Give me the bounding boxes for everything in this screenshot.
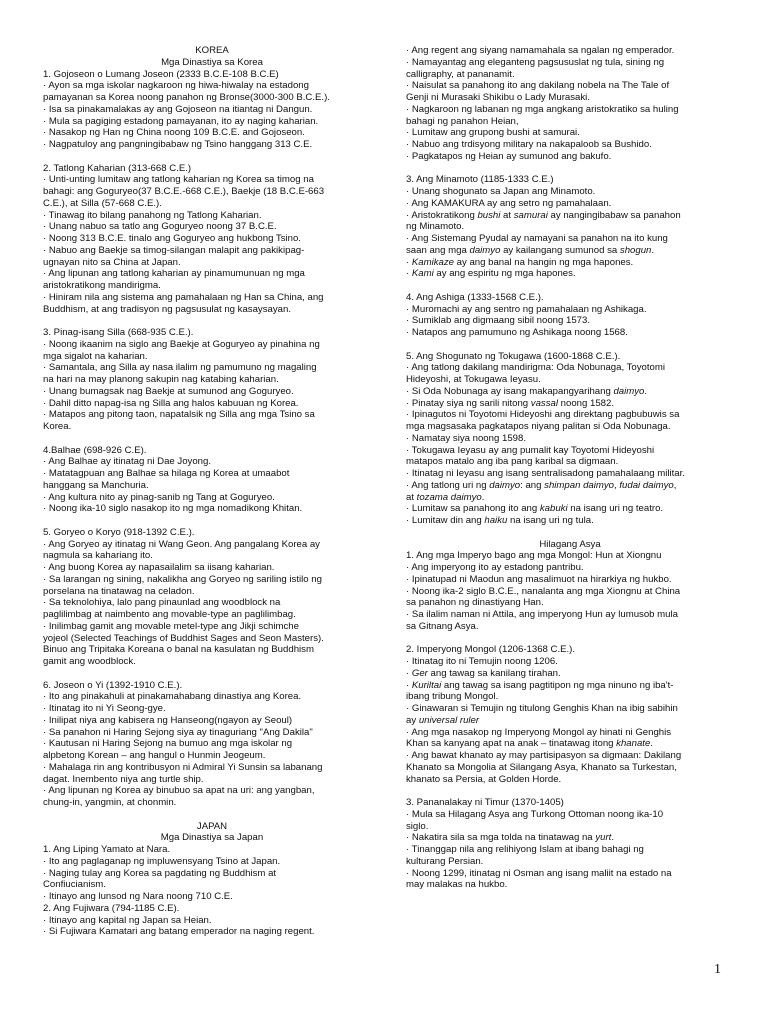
text-line: 1. Ang mga Imperyo bago ang mga Mongol: Hun at Xiongnu [406,550,662,562]
text-line: · Itinayo ang lunsod ng Nara noong 710 C.E. [43,891,233,902]
text-line: · Ang imperyong ito ay estadong pantribu. [406,562,584,573]
text-line: · Sa larangan ng sining, nakalikha ang Goryeo ng sariling istilo ng [43,573,322,585]
text-line: aristokratikong mandirigma. [43,280,161,291]
text-line: sa panahon ng dinastiyang Han. [406,597,544,609]
text-line: · Ang tatlong dakilang mandirigma: Oda Nobunaga, Toyotomi [406,362,666,374]
text-line: 3. Pananalakay ni Timur (1370-1405) [406,797,564,808]
text-line [406,268,734,280]
text-line: 3. Ang Minamoto (1185-1333 C.E.) [406,174,554,186]
italic-term: universal ruler [418,714,480,726]
text-run: . [651,244,655,256]
text-run: na isang uri ng tula. [507,515,594,526]
text-line: matapos matalo ang iba pang karibal sa digmaan. [406,456,619,468]
text-line: 2. Tatlong Kaharian (313-668 C.E.) [43,162,192,174]
text-line: · Itinatag ni Ieyasu ang isang sentralisadong pamahalaang militar. [406,468,685,479]
text-run: . [644,385,648,397]
italic-term: yurt [595,832,612,844]
section-heading: Mga Dinastiya sa Korea [161,56,263,68]
italic-term: shimpan daimyo [544,479,615,491]
text-line: kulturang Persian. [406,855,484,867]
text-line: 1. Gojoseon o Lumang Joseon (2333 B.C.E-108 B.C.E) [43,68,279,80]
text-line: · Tinanggap nila ang relihiyong Islam at ibang bahagi ng [406,844,644,855]
text-line: C.E.), at Silla (57-668 C.E.). [43,197,162,209]
text-line: · Inilimbag gamit ang movable metel-type ang Jikji schimche [43,620,299,632]
text-line [406,386,734,398]
italic-term: Kuriltai [411,679,442,691]
text-line: · Ipinatupad ni Maodun ang masalimuot na hirarkiya ng hukbo. [406,573,672,585]
text-line: · Namatay siya noong 1598. [406,432,526,444]
text-line: paglilimbag at naimbento ang movable-type an paglilimbag. [43,609,296,620]
text-run: : ang [520,479,545,491]
italic-term: daimyo [469,244,501,256]
right-column [406,45,734,891]
text-run: · [406,268,412,280]
text-run: · [406,256,412,268]
text-line: · Noong ika-10 siglo nasakop ito ng mga nomadikong Khitan. [43,503,303,515]
italic-term: daimyo [613,385,645,397]
text-line: 5. Ang Shogunato ng Tokugawa (1600-1868 C.E.). [406,350,621,362]
text-line: · Tokugawa Ieyasu ay ang pumalit kay Toyotomi Hideyoshi [406,444,655,456]
text-line: · Hiniram nila ang sistema ang pamahalaan ng Han sa China, ang [43,291,324,303]
text-run: · Lumitaw din ang [406,515,485,526]
text-line: · Ginawaran si Temujin ng titulong Genghis Khan na ibig sabihin [406,703,678,714]
text-line [406,503,734,515]
italic-term: haiku [484,515,508,526]
text-line: Khanato sa Mongolia at Silangang Asya, Khanato sa Turkestan, [406,761,677,773]
text-run: · Si Oda Nobunaga ay isang makapangyarihang [406,385,614,397]
text-run: , [614,479,620,491]
text-line [406,668,734,680]
italic-term: fudai daimyo [619,479,674,491]
text-run: Khan sa kanyang apat na anak – tinatawag itong [406,738,617,750]
text-line: · Ayon sa mga iskolar nagkaroon ng hiwa-hiwalay na estadong [43,80,309,92]
text-line: pamayanan sa Korea noong panahon ng Bronse(3000-300 B.C.E.). [43,92,330,103]
text-line: yojeol (Selected Teachings of Buddhist Sages and Seon Masters). [43,632,324,644]
text-line: Confiucianism. [43,879,106,891]
text-line: · Kautusan ni Haring Sejong na bumuo ang mga iskolar ng [43,738,293,750]
text-line: gamit ang woodblock. [43,656,136,667]
text-line: khanato sa Persia, at Golden Horde. [406,773,562,785]
text-line: · Sa teknolohiya, lalo pang pinaunlad ang woodblock na [43,597,281,609]
italic-term: Ger [411,667,428,679]
text-line [406,398,734,410]
text-line: · Muromachi ay ang sentro ng pamahalaan ng Ashikaga. [406,303,647,315]
text-line [406,715,734,727]
text-line: · Matapos ang pitong taon, napatalsik ng Silla ang mga Tsino sa [43,409,315,421]
text-line: · Naging tulay ang Korea sa pagdating ng Buddhism at [43,867,277,879]
text-line: · Dahil ditto napag-isa ng Silla ang halos kabuuan ng Korea. [43,397,299,409]
text-line: · Tinawag ito bilang panahong ng Tatlong Kaharian. [43,209,262,221]
italic-term: daimyo [489,479,521,491]
text-run: · [406,667,412,679]
text-run: · Lumitaw sa panahong ito ang [406,503,540,515]
text-line: · Matatagpuan ang Balhae sa hilaga ng Korea at umaabot [43,468,290,479]
text-line: · Ito ang pinakahuli at pinakamahabang dinastiya ang Korea. [43,691,302,703]
text-line [406,257,734,269]
text-line: · Ang Balhae ay itinatag ni Dae Joyong. [43,456,212,468]
text-line: · Ang Sistemang Pyudal ay namayani sa panahon na ito kung [406,233,668,244]
text-run: ay ang espiritu ng mga hapones. [433,268,576,280]
text-run: ay ang banal na hangin ng mga hapones. [454,256,634,268]
text-line: · Unti-unting lumitaw ang tatlong kaharian ng Korea sa timog na [43,174,314,186]
text-line: sa Gitnang Asya. [406,620,479,632]
text-line: · Unang nabuo sa tatlo ang Goguryeo noong 37 B.C.E. [43,221,277,233]
text-line: · Si Fujiwara Kamatari ang batang emperador na naging regent. [43,926,315,938]
text-line: Genji ni Murasaki Shikibu o Lady Murasaki. [406,92,590,103]
text-line: · Inilipat niya ang kabisera ng Hanseong(ngayon ay Seoul) [43,714,293,726]
text-line [406,680,734,692]
text-line: nagmula sa kahariang ito. [43,550,153,562]
text-line: ng Minamoto. [406,221,465,233]
text-line: chung-in, yangmin, at chonmin. [43,797,177,808]
text-line: hanggang sa Manchuria. [43,479,149,491]
text-line: · Noong ikaanim na siglo ang Baekje at Goguryeo ay pinahina ng [43,338,320,350]
text-run: na isang uri ng teatro. [567,503,664,515]
text-line: ugnayan nito sa China at Japan. [43,256,181,268]
text-line: 3. Pinag-isang Silla (668-935 C.E.). [43,327,194,338]
left-column [43,45,381,938]
text-line: · Unang bumagsak nag Baekje at sumunod ang Goguryeo. [43,385,294,397]
text-line: alpbetong Korean – ang hangul o Hunmin Jeogeum. [43,750,266,761]
text-run: at [406,491,417,503]
section-heading: Mga Dinastiya sa Japan [160,832,264,844]
text-line: · Itinatag ito ni Temujin noong 1206. [406,656,558,667]
text-line: · Ang kultura nito ay pinag-sanib ng Tang at Goguryeo. [43,491,275,503]
italic-term: tozama daimyo [416,491,482,503]
text-line: · Nabuo ang Baekje sa timog-silangan malapit ang pakikipag- [43,244,305,256]
page-number: 1 [714,962,721,977]
text-line: mga sigalot na kaharian. [43,350,148,362]
text-line: · Ang KAMAKURA ay ang setro ng pamahalaan. [406,197,612,209]
italic-term: samurai [513,209,548,221]
text-line: bahagi ng panahon Heian, [406,115,519,127]
text-line: 6. Joseon o Yi (1392-1910 C.E.). [43,679,183,691]
text-run: · Ang tatlong uri ng [406,479,490,491]
text-run: noong 1582. [557,397,615,409]
text-line: Binuo ang Tripitaka Koreana o banal na kasulatan ng Buddhism [43,644,314,656]
text-run: · Aristokratikong [406,209,478,221]
text-line: · Pagkatapos ng Heian ay sumunod ang bakufo. [406,150,612,162]
section-heading: KOREA [195,45,229,56]
text-line: · Sa ilalim naman ni Attila, ang imperyong Hun ay lumusob mula [406,609,678,620]
italic-term: khanate [616,738,651,750]
text-line [406,738,734,750]
text-line: siglo. [406,820,429,832]
text-line: · Sumiklab ang digmaang sibil noong 1573. [406,315,591,327]
text-line: · Namayantag ang eleganteng pagsususlat ng tula, sining ng [406,56,665,68]
italic-term: shogun [619,244,652,256]
text-line: 2. Imperyong Mongol (1206-1368 C.E.). [406,644,576,656]
text-line [406,480,734,492]
text-line: Hideyoshi, at Tokugawa Ieyasu. [406,374,541,385]
text-run: ang tawag sa isang pagtitipon ng mga ninuno ng iba't- [441,679,674,691]
text-line: mga magsasaka pagkatapos niyang palitan si Oda Nobunaga. [406,421,671,432]
italic-term: vassal [530,397,558,409]
text-line: · Noong 1299, itinatag ni Osman ang isang maliit na estado na [406,867,672,879]
text-line: · Mahalaga rin ang kontribusyon ni Admiral Yi Sunsin sa labanang [43,761,323,773]
text-run: at [500,209,514,221]
text-line: na hari na may planong sakupin nag katabing kaharian. [43,374,279,385]
text-line: Korea. [43,421,72,432]
text-run: · Nakatira sila sa mga tolda na tinatawag na [406,832,596,844]
text-line: · Ipinagutos ni Toyotomi Hideyoshi ang direktang pagbubuwis sa [406,409,680,421]
section-heading: Hilagang Asya [539,538,601,550]
text-line: · Isa sa pinakamalakas ay ang Gojoseon na itiantag ni Dangun. [43,103,313,115]
text-line: 1. Ang Liping Yamato at Nara. [43,844,171,855]
text-line: · Ito ang paglaganap ng impluwensyang Tsino at Japan. [43,855,281,867]
text-line: · Ang lipunan ang tatlong kaharian ay pinamumunuan ng mga [43,268,305,280]
text-line: · Mula sa Hilagang Asya ang Turkong Ottoman noong ika-10 [406,808,664,820]
text-run: . [650,738,653,750]
text-line: · Sa panahon ni Haring Sejong siya ay tinaguriang "Ang Dakila" [43,726,313,738]
section-heading: JAPAN [196,820,228,832]
text-line: · Itinatag ito ni Yi Seong-gye. [43,703,166,714]
text-line: 4. Ang Ashiga (1333-1568 C.E.). [406,291,544,303]
text-run: · Pinatay siya ng sarili nitong [406,397,531,409]
text-line: · Nagpatuloy ang pangningibabaw ng Tsino hanggang 313 C.E. [43,139,313,150]
text-line: · Lumitaw ang grupong bushi at samurai. [406,127,580,139]
text-line: · Ang regent ang siyang namamahala sa ngalan ng emperador. [406,45,675,56]
text-line: dagat. Inembento niya ang turtle ship. [43,773,204,785]
text-run: ay [406,714,419,726]
text-line [406,832,734,844]
italic-term: Kamikaze [411,256,454,268]
italic-term: kabuki [539,503,568,515]
text-line: 4.Balhae (698-926 C.E). [43,444,147,456]
text-run: . [481,491,485,503]
text-line: Buddhism, at ang tradisyon ng pagsusulat ng kasaysayan. [43,303,291,315]
text-line: ibang tribung Mongol. [406,691,499,703]
text-line: may malakas na hukbo. [406,879,508,891]
text-line: · Ang mga nasakop ng Imperyong Mongol ay hinati ni Genghis [406,726,672,738]
text-line: 5. Goryeo o Koryo (918-1392 C.E.). [43,526,195,538]
text-line [406,492,734,504]
text-line: · Naisulat sa panahong ito ang dakilang nobela na The Tale of [406,80,670,92]
text-line: · Unang shogunato sa Japan ang Minamoto. [406,186,596,197]
text-line: · Nabuo ang trdisyong military na nakapaloob sa Bushido. [406,139,652,150]
text-line: · Ang buong Korea ay napasailalim sa iisang kaharian. [43,562,275,573]
text-run: , [673,479,677,491]
text-line: bahagi: ang Goguryeo(37 B.C.E.-668 C.E.), Baekje (18 B.C.E-663 [43,186,325,197]
text-line: · Itinayo ang kapital ng Japan sa Heian. [43,914,212,926]
text-run: ay nangingibabaw sa panahon [547,209,681,221]
text-line: · Ang Goryeo ay itinatag ni Wang Geon. Ang pangalang Korea ay [43,538,320,550]
text-line: calligraphy, at pananamit. [406,68,515,80]
text-run: ang tawag sa kanilang tirahan. [427,667,561,679]
text-line: · Ang lipunan ng Korea ay binubuo sa apat na uri: ang yangban, [43,785,315,797]
text-line: porselana na tinatawag na celadon. [43,585,195,597]
text-line: · Noong ika-2 siglo B.C.E., nanalanta ang mga Xiongnu at China [406,585,681,597]
text-run: · [406,679,412,691]
text-run: . [611,832,614,844]
italic-term: Kami [411,268,434,280]
text-line: · Natapos ang pamumuno ng Ashikaga noong 1568. [406,327,628,338]
text-line: · Mula sa pagiging estadong pamayanan, ito ay naging kaharian. [43,115,319,127]
text-line: · Samantala, ang Silla ay nasa ilalim ng pamumuno ng magaling [43,362,317,374]
text-line [406,245,734,257]
text-line [406,515,734,527]
text-line: 2. Ang Fujiwara (794-1185 C.E). [43,902,180,914]
italic-term: bushi [477,209,501,221]
text-line [406,210,734,222]
text-run: saan ang mga [406,244,470,256]
text-line: · Noong 313 B.C.E. tinalo ang Goguryeo ang hukbong Tsino. [43,233,301,244]
text-line: · Ang bawat khanato ay may partisipasyon sa digmaan: Dakilang [406,750,682,761]
text-line: · Nagkaroon ng labanan ng mga angkang aristokratiko sa huling [406,103,679,115]
text-line: · Nasakop ng Han ng China noong 109 B.C.E. and Gojoseon. [43,127,305,139]
text-run: ay kailangang sumunod sa [500,244,620,256]
